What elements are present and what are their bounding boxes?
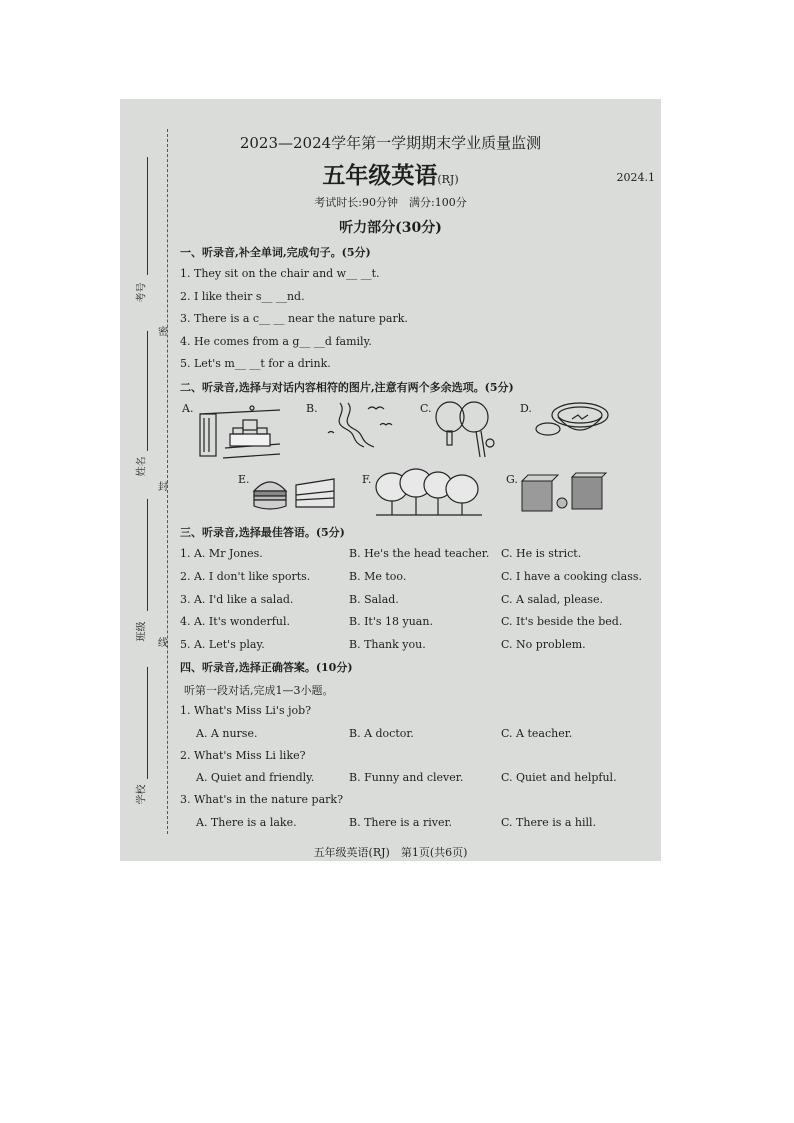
section3-q2-c: C. I have a cooking class.	[501, 570, 643, 583]
part-heading: 听力部分(30分)	[339, 220, 442, 236]
exam-title: 2023—2024学年第一学期期末学业质量监测	[239, 134, 542, 152]
section3-q4-a: 4. A. It's wonderful.	[180, 615, 290, 628]
section3-q5-c: C. No problem.	[501, 638, 586, 651]
section1-heading: 一、听录音,补全单词,完成句子。(5分)	[180, 246, 371, 259]
section3-q5-a: 5. A. Let's play.	[180, 638, 265, 651]
page-footer: 五年级英语(RJ) 第1页(共6页)	[313, 846, 468, 859]
field-line-school	[147, 667, 148, 779]
seal-char-feng: 封	[158, 482, 168, 493]
section4-q2: 2. What's Miss Li like?	[180, 749, 306, 762]
section3-q4-b: B. It's 18 yuan.	[349, 615, 433, 628]
section3-q1-c: C. He is strict.	[501, 547, 582, 560]
subject-title	[120, 157, 661, 190]
section2-heading: 二、听录音,选择与对话内容相符的图片,注意有两个多余选项。(5分)	[180, 381, 514, 394]
section4-q3: 3. What's in the nature park?	[180, 793, 343, 806]
section1-item-3: 3. There is a c__ __ near the nature park.	[180, 312, 408, 325]
section4-q3-a: A. There is a lake.	[196, 816, 297, 829]
section4-q2-b: B. Funny and clever.	[349, 771, 464, 784]
section4-q1-b: B. A doctor.	[349, 727, 414, 740]
ping-pong-picture	[432, 399, 498, 463]
section3-q1-a: 1. A. Mr Jones.	[180, 547, 263, 560]
section4-q2-a: A. Quiet and friendly.	[196, 771, 315, 784]
burger-sandwich-picture	[250, 471, 338, 515]
section3-q3-a: 3. A. I'd like a salad.	[180, 593, 294, 606]
option-label-a: A.	[182, 402, 194, 415]
section1-item-2: 2. I like their s__ __nd.	[180, 290, 305, 303]
field-line-class	[147, 499, 148, 611]
section4-q3-c: C. There is a hill.	[501, 816, 597, 829]
field-school: 学校	[136, 784, 148, 805]
section1-item-1: 1. They sit on the chair and w__ __t.	[180, 267, 380, 280]
bowl-picture	[532, 399, 612, 447]
option-label-c: C.	[420, 402, 432, 415]
exam-meta: 考试时长:90分钟 满分:100分	[314, 196, 467, 209]
seal-char-mi: 密	[158, 327, 168, 338]
section4-heading: 四、听录音,选择正确答案。(10分)	[180, 661, 353, 674]
subject-name: 五年级英语	[322, 162, 438, 189]
field-exam-number: 考号	[136, 282, 148, 303]
section3-q4-c: C. It's beside the bed.	[501, 615, 623, 628]
bedroom-picture	[195, 402, 285, 462]
subject-suffix: (RJ)	[437, 173, 459, 186]
section3-q2-a: 2. A. I don't like sports.	[180, 570, 311, 583]
section4-q1-c: C. A teacher.	[501, 727, 573, 740]
section3-q3-b: B. Salad.	[349, 593, 399, 606]
section3-q3-c: C. A salad, please.	[501, 593, 604, 606]
seal-char-xian: 线	[158, 638, 168, 649]
section3-q1-b: B. He's the head teacher.	[349, 547, 490, 560]
exam-date: 2024.1	[616, 171, 655, 184]
section4-q1-a: A. A nurse.	[196, 727, 258, 740]
section1-item-5: 5. Let's m__ __t for a drink.	[180, 357, 331, 370]
option-label-g: G.	[506, 473, 518, 486]
section4-q2-c: C. Quiet and helpful.	[501, 771, 617, 784]
section4-q1: 1. What's Miss Li's job?	[180, 704, 312, 717]
exam-sheet	[120, 99, 661, 861]
section3-q5-b: B. Thank you.	[349, 638, 426, 651]
option-label-e: E.	[238, 473, 250, 486]
option-label-f: F.	[362, 473, 372, 486]
river-picture	[320, 399, 400, 449]
field-name: 姓名	[136, 456, 148, 477]
section1-item-4: 4. He comes from a g__ __d family.	[180, 335, 372, 348]
trees-picture	[374, 467, 484, 519]
boxes-apple-picture	[518, 471, 608, 515]
section4-q3-b: B. There is a river.	[349, 816, 453, 829]
section3-q2-b: B. Me too.	[349, 570, 407, 583]
section3-heading: 三、听录音,选择最佳答语。(5分)	[180, 526, 345, 539]
field-line-name	[147, 331, 148, 451]
section4-intro: 听第一段对话,完成1—3小题。	[184, 684, 334, 697]
field-class: 班级	[136, 621, 148, 642]
option-label-b: B.	[306, 402, 318, 415]
option-label-d: D.	[520, 402, 532, 415]
